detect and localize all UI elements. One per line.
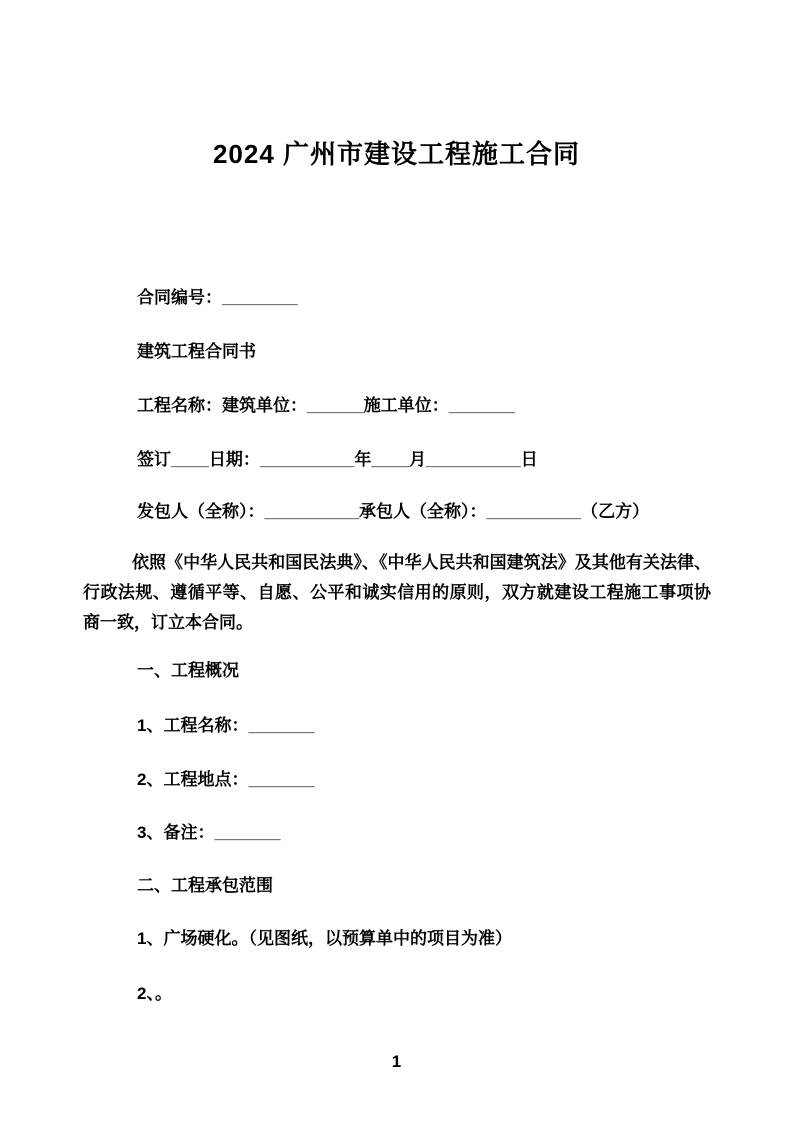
document-name-line: 建筑工程合同书: [137, 342, 256, 361]
item-plaza-hardening: 1、广场硬化。（见图纸，以预算单中的项目为准）: [137, 929, 512, 948]
sign-date-line: 签订____日期：__________年____月__________日: [137, 450, 538, 469]
project-name-units-line: 工程名称：建筑单位：______施工单位：_______: [137, 396, 515, 415]
item-scope-2: 2、。: [137, 984, 172, 1003]
page-number: 1: [391, 1052, 402, 1071]
section-heading-project-overview: 一、工程概况: [137, 661, 239, 680]
item-remarks: 3、备注：_______: [137, 823, 281, 842]
parties-line: 发包人（全称）：__________承包人（全称）：__________（乙方）: [137, 502, 650, 521]
contract-number-line: 合同编号：________: [137, 288, 298, 307]
item-project-name: 1、工程名称：_______: [137, 716, 315, 735]
section-heading-contract-scope: 二、工程承包范围: [137, 876, 273, 895]
preamble-paragraph: 依照《中华人民共和国民法典》、《中华人民共和国建筑法》及其他有关法律、行政法规、遵循平等、自愿、公平和诚实信用的原则，双方就建设工程施工事项协商一致，订立本合同。: [83, 553, 711, 632]
item-project-location: 2、工程地点：_______: [137, 770, 315, 789]
document-title: 2024 广州市建设工程施工合同: [212, 139, 581, 169]
